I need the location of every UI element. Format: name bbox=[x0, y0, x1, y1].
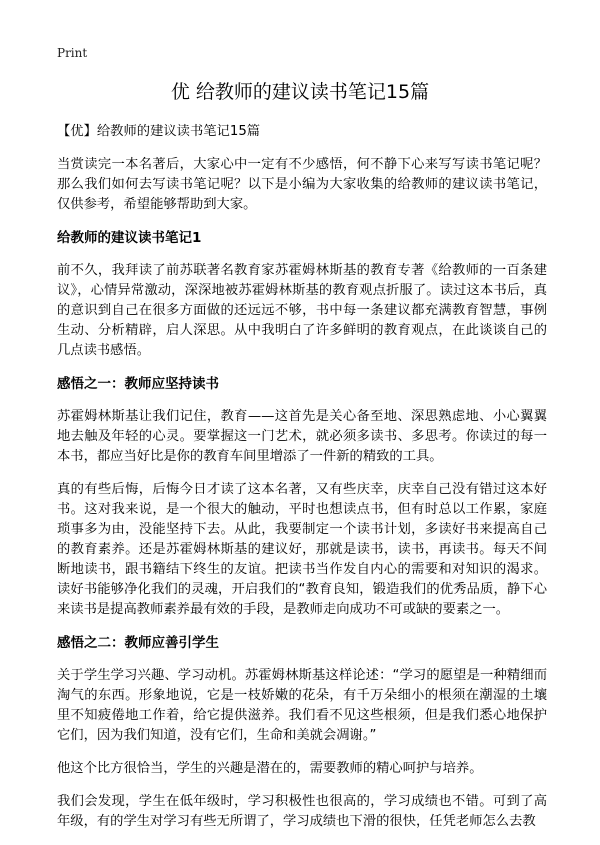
paragraph: 前不久，我拜读了前苏联著名教育家苏霍姆林斯基的教育专著《给教师的一百条建议》，心情异常激动，深深地被苏霍姆林斯基的教育观点折服了。读过这本书后，真的意识到自己在很多方面做的还远远不够，书中每一条建议都充满教育智慧，事例生动、分析精辟，启人深思。从中我明白了许多鲜明的教育观点，在此谈谈自己的几点读书感悟。 bbox=[57, 263, 547, 358]
paragraph: 苏霍姆林斯基让我们记住，教育——这首先是关心备至地、深思熟虑地、小心翼翼地去触及年轻的心灵。要掌握这一门艺术，就必须多读书、多思考。你读过的每一本书，都应当好比是你的教育车间里增添了一件新的精致的工具。 bbox=[57, 409, 547, 464]
intro-paragraph: 当赏读完一本名著后，大家心中一定有不少感悟，何不静下心来写写读书笔记呢？那么我们如何去写读书笔记呢？以下是小编为大家收集的给教师的建议读书笔记，仅供参考，希望能够帮助到大家。 bbox=[57, 157, 547, 212]
paragraph: 关于学生学习兴趣、学习动机。苏霍姆林斯基这样论述：“学习的愿望是一种精细而淘气的东西。形象地说，它是一枝娇嫩的花朵，有千万朵细小的根须在潮湿的土壤里不知疲倦地工作着，给它提供滋养。我们看不见这些根须，但是我们悉心地保护它们，因为我们知道，没有它们，生命和美就会凋谢。” bbox=[57, 668, 547, 743]
section-heading: 感悟之一：教师应坚持读书 bbox=[57, 376, 219, 392]
section-heading: 感悟之二：教师应善引学生 bbox=[57, 635, 219, 651]
paragraph: 我们会发现，学生在低年级时，学习积极性也很高的，学习成绩也不错。可到了高年级，有的学生对学习有些无所谓了，学习成绩也下滑的很快，任凭老师怎么去教 bbox=[57, 794, 547, 829]
paragraph: 他这个比方很恰当，学生的兴趣是潜在的，需要教师的精心呵护与培养。 bbox=[57, 761, 483, 776]
paragraph: 真的有些后悔，后悔今日才读了这本名著，又有些庆幸，庆幸自己没有错过这本好书。这对我来说，是一个很大的触动，平时也想读点书，但有时总以工作累，家庭琐事多为由，没能坚持下去。从此，我要制定一个读书计划，多读好书来提高自己的教育素养。还是苏霍姆林斯基的建议好，那就是读书，读书，再读书。每天不间断地读书，跟书籍结下终生的友谊。把读书当作发自内心的需要和对知识的渴求。读好书能够净化我们的灵魂，开启我们的“教育良知，锻造我们的优秀品质，静下心来读书是提高教师素养最有效的手段，是教师走向成功不可或缺的要素之一。 bbox=[57, 482, 547, 617]
section-heading: 给教师的建议读书笔记1 bbox=[57, 230, 202, 246]
page-title: 优 给教师的建议读书笔记15篇 bbox=[170, 81, 430, 103]
print-link[interactable]: Print bbox=[57, 46, 88, 60]
article-body bbox=[57, 122, 547, 845]
article-subtitle: 【优】给教师的建议读书笔记15篇 bbox=[57, 124, 261, 139]
